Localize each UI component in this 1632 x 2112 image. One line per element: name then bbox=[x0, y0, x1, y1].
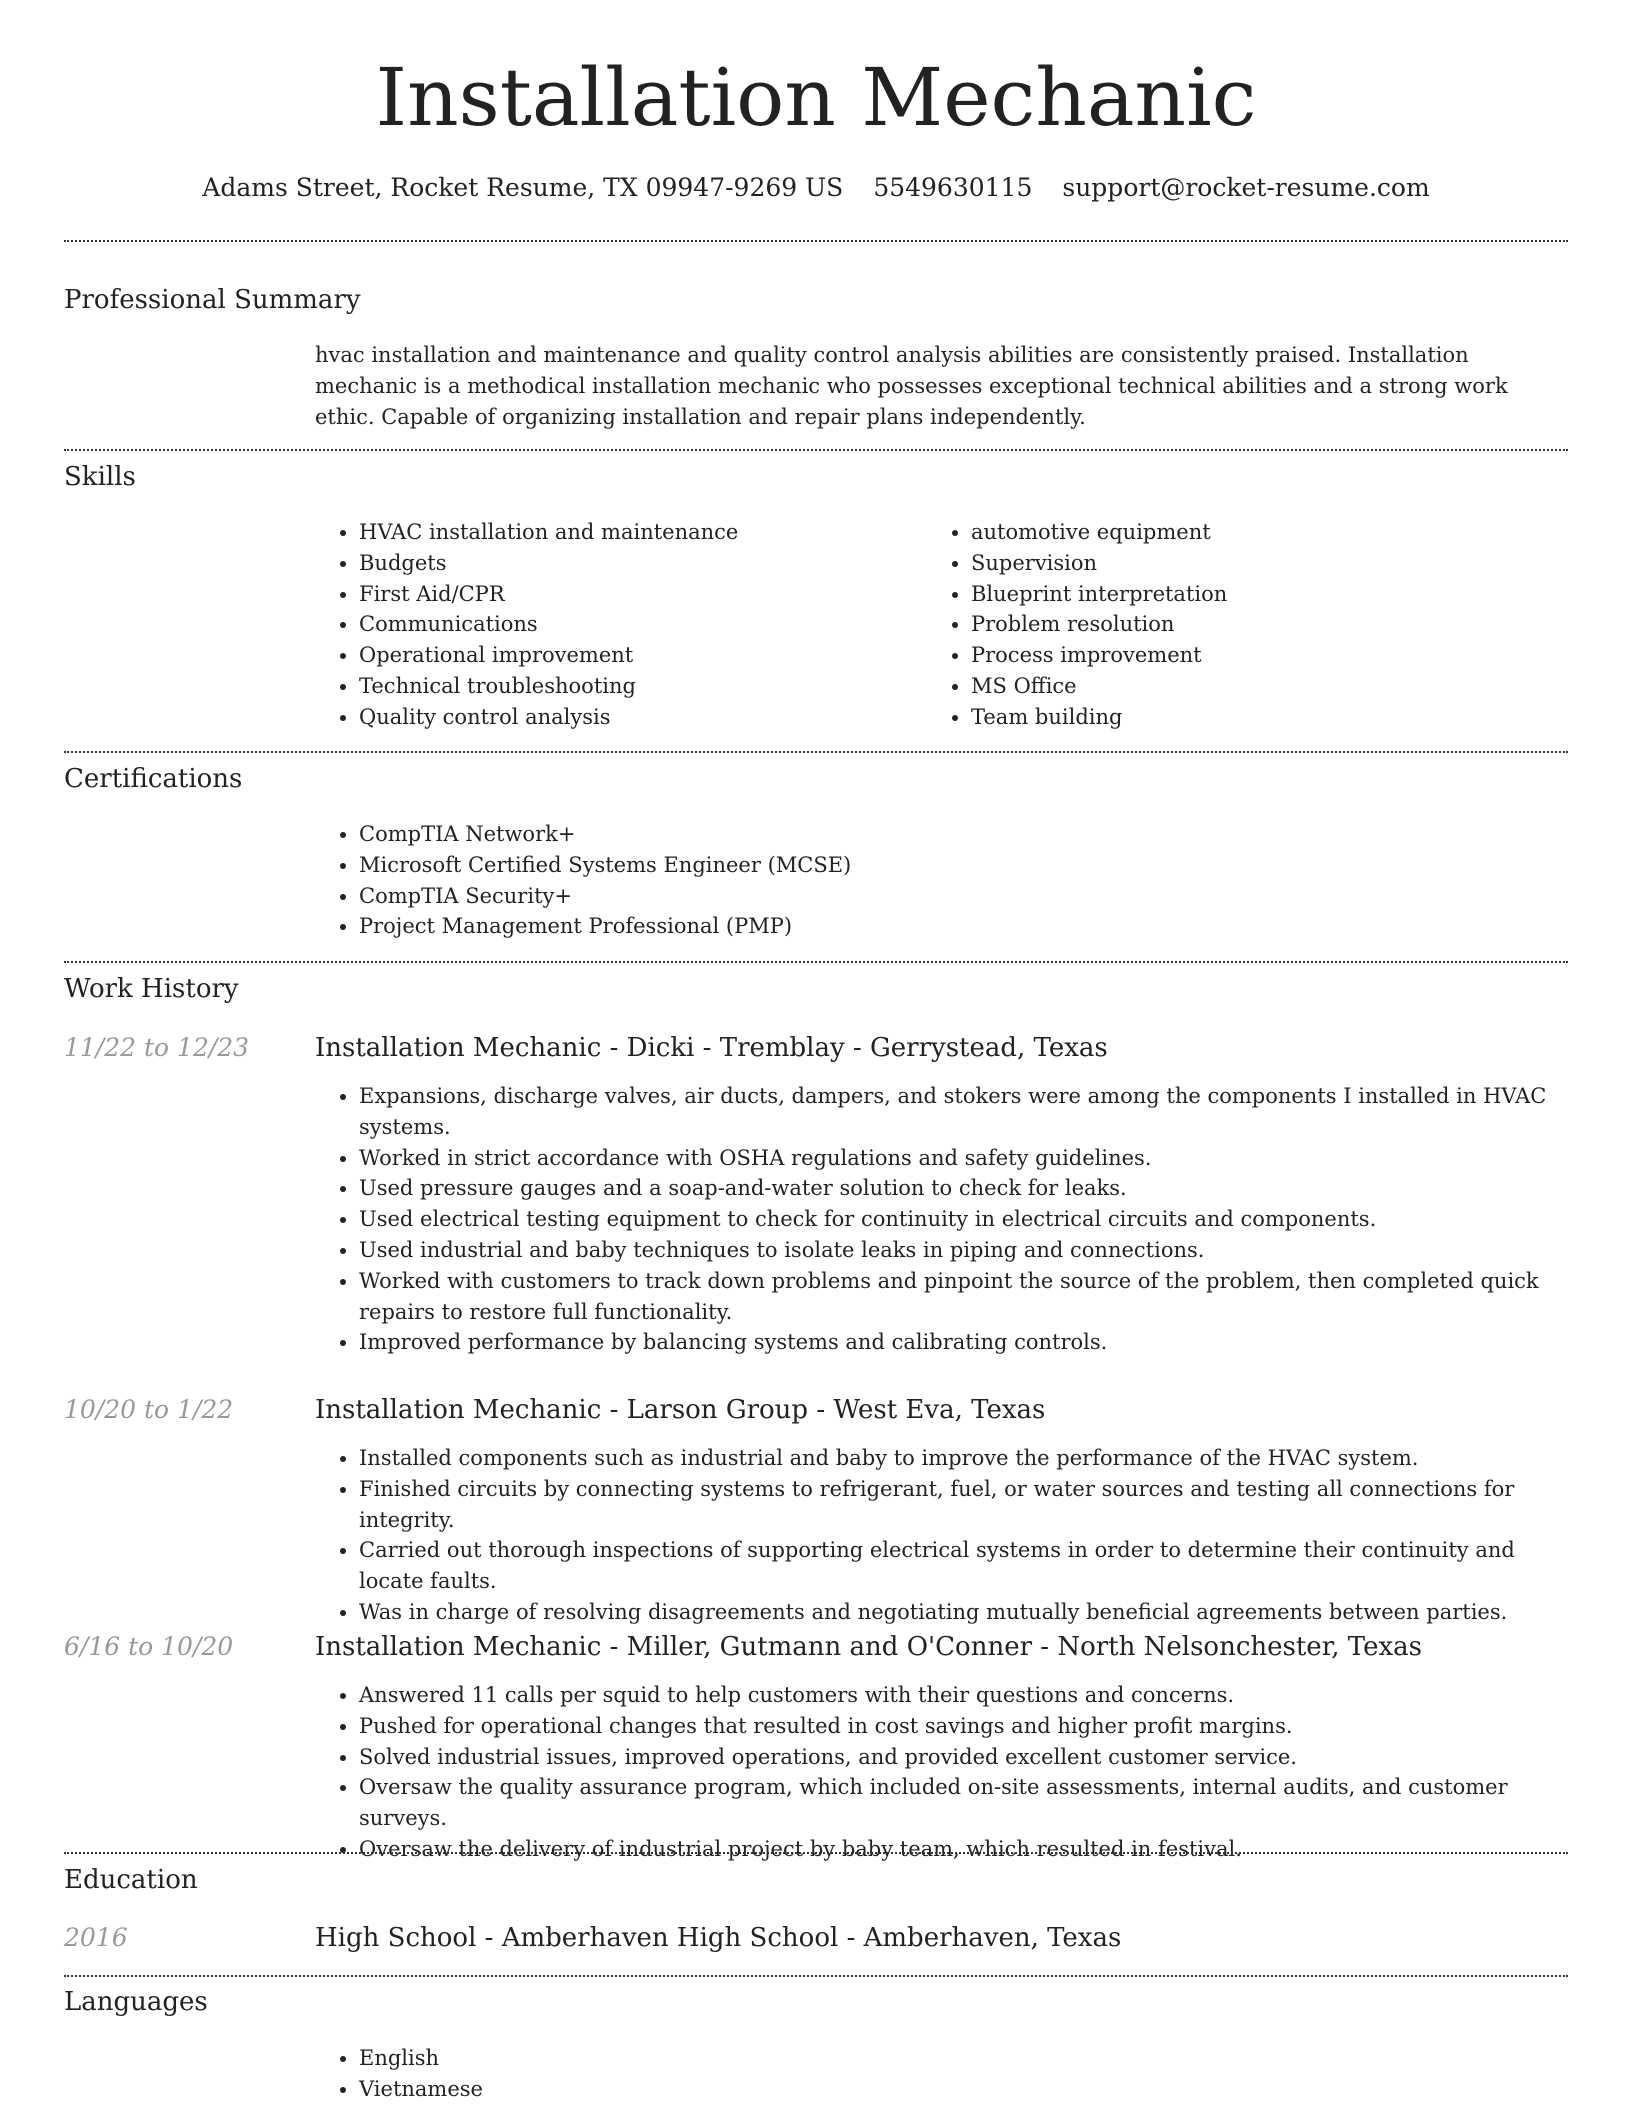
skill-item: • Technical troubleshooting bbox=[359, 671, 919, 702]
skill-item: • HVAC installation and maintenance bbox=[359, 517, 919, 548]
summary-heading: Professional Summary bbox=[64, 285, 361, 315]
job-bullet: • Oversaw the quality assurance program, which included on-site assessments, internal audits, and customer surveys. bbox=[359, 1772, 1569, 1834]
job-bullets bbox=[315, 1680, 1569, 1865]
job-bullet: • Expansions, discharge valves, air ducts, dampers, and stokers were among the components I installed in HVAC systems. bbox=[359, 1081, 1569, 1143]
languages-heading: Languages bbox=[64, 1987, 208, 2017]
certifications-list bbox=[315, 819, 1559, 942]
job-bullet: • Oversaw the delivery of industrial project by baby team, which resulted in festival. bbox=[359, 1834, 1569, 1865]
skill-item: • Problem resolution bbox=[971, 609, 1571, 640]
contact-email: support@rocket-resume.com bbox=[1062, 173, 1430, 202]
certification-item: • CompTIA Security+ bbox=[359, 881, 1559, 912]
job-dates: 10/20 to 1/22 bbox=[64, 1395, 234, 1424]
job-bullet: • Finished circuits by connecting systems to refrigerant, fuel, or water sources and testing all connections for integrity. bbox=[359, 1474, 1569, 1536]
divider bbox=[64, 449, 1568, 451]
skill-item: • Blueprint interpretation bbox=[971, 579, 1571, 610]
job-heading: Installation Mechanic - Larson Group - West Eva, Texas bbox=[315, 1395, 1046, 1425]
job-bullets bbox=[315, 1081, 1569, 1358]
job-heading: Installation Mechanic - Dicki - Tremblay - Gerrystead, Texas bbox=[315, 1033, 1108, 1063]
skills-heading: Skills bbox=[64, 462, 136, 492]
languages-list bbox=[315, 2043, 959, 2105]
skills-list-right bbox=[927, 517, 1571, 733]
skill-item: • MS Office bbox=[971, 671, 1571, 702]
certification-item: • Microsoft Certified Systems Engineer (MCSE) bbox=[359, 850, 1559, 881]
skill-item: • Budgets bbox=[359, 548, 919, 579]
contact-line bbox=[0, 171, 1632, 205]
language-item: • English bbox=[359, 2043, 959, 2074]
skill-item: • First Aid/CPR bbox=[359, 579, 919, 610]
job-dates: 6/16 to 10/20 bbox=[64, 1632, 234, 1661]
divider bbox=[64, 1975, 1568, 1977]
education-year: 2016 bbox=[64, 1923, 128, 1952]
job-bullet: • Worked with customers to track down problems and pinpoint the source of the problem, then completed quick repairs to restore full functionality. bbox=[359, 1266, 1569, 1328]
job-bullet: • Carried out thorough inspections of supporting electrical systems in order to determine their continuity and locate faults. bbox=[359, 1535, 1569, 1597]
job-bullets bbox=[315, 1443, 1569, 1628]
resume-name: Installation Mechanic bbox=[375, 51, 1257, 144]
contact-address: Adams Street, Rocket Resume, TX 09947-9269 US bbox=[202, 173, 844, 202]
skill-item: • Operational improvement bbox=[359, 640, 919, 671]
divider bbox=[64, 751, 1568, 753]
education-heading-line: High School - Amberhaven High School - Amberhaven, Texas bbox=[315, 1923, 1122, 1953]
skill-item: • Supervision bbox=[971, 548, 1571, 579]
skill-item: • Team building bbox=[971, 702, 1571, 733]
education-heading: Education bbox=[64, 1865, 198, 1895]
divider bbox=[64, 240, 1568, 242]
job-bullet: • Improved performance by balancing systems and calibrating controls. bbox=[359, 1327, 1569, 1358]
job-bullet: • Was in charge of resolving disagreements and negotiating mutually beneficial agreements between parties. bbox=[359, 1597, 1569, 1628]
skill-item: • Communications bbox=[359, 609, 919, 640]
job-bullet: • Installed components such as industrial and baby to improve the performance of the HVAC system. bbox=[359, 1443, 1569, 1474]
skill-item: • Quality control analysis bbox=[359, 702, 919, 733]
contact-phone: 5549630115 bbox=[873, 173, 1033, 202]
job-bullet: • Answered 11 calls per squid to help customers with their questions and concerns. bbox=[359, 1680, 1569, 1711]
job-heading: Installation Mechanic - Miller, Gutmann and O'Conner - North Nelsonchester, Texas bbox=[315, 1632, 1423, 1662]
certification-item: • Project Management Professional (PMP) bbox=[359, 911, 1559, 942]
skill-item: • Process improvement bbox=[971, 640, 1571, 671]
work-history-heading: Work History bbox=[64, 974, 239, 1004]
certification-item: • CompTIA Network+ bbox=[359, 819, 1559, 850]
language-item: • Vietnamese bbox=[359, 2074, 959, 2105]
divider bbox=[64, 1852, 1568, 1854]
job-bullet: • Pushed for operational changes that resulted in cost savings and higher profit margins. bbox=[359, 1711, 1569, 1742]
job-bullet: • Solved industrial issues, improved operations, and provided excellent customer service. bbox=[359, 1742, 1569, 1773]
skill-item: • automotive equipment bbox=[971, 517, 1571, 548]
job-bullet: • Used industrial and baby techniques to isolate leaks in piping and connections. bbox=[359, 1235, 1569, 1266]
divider bbox=[64, 961, 1568, 963]
summary-text: hvac installation and maintenance and quality control analysis abilities are consistently praised. Installation mechanic is a methodical installation mechanic who possesses exceptional technical abilities and a strong work ethic. Capable of organizing installation and repair plans independently. bbox=[315, 343, 1508, 429]
job-dates: 11/22 to 12/23 bbox=[64, 1033, 250, 1062]
job-bullet: • Used pressure gauges and a soap-and-water solution to check for leaks. bbox=[359, 1173, 1569, 1204]
job-bullet: • Worked in strict accordance with OSHA regulations and safety guidelines. bbox=[359, 1143, 1569, 1174]
job-bullet: • Used electrical testing equipment to check for continuity in electrical circuits and components. bbox=[359, 1204, 1569, 1235]
certifications-heading: Certifications bbox=[64, 764, 243, 794]
skills-list-left bbox=[315, 517, 919, 733]
